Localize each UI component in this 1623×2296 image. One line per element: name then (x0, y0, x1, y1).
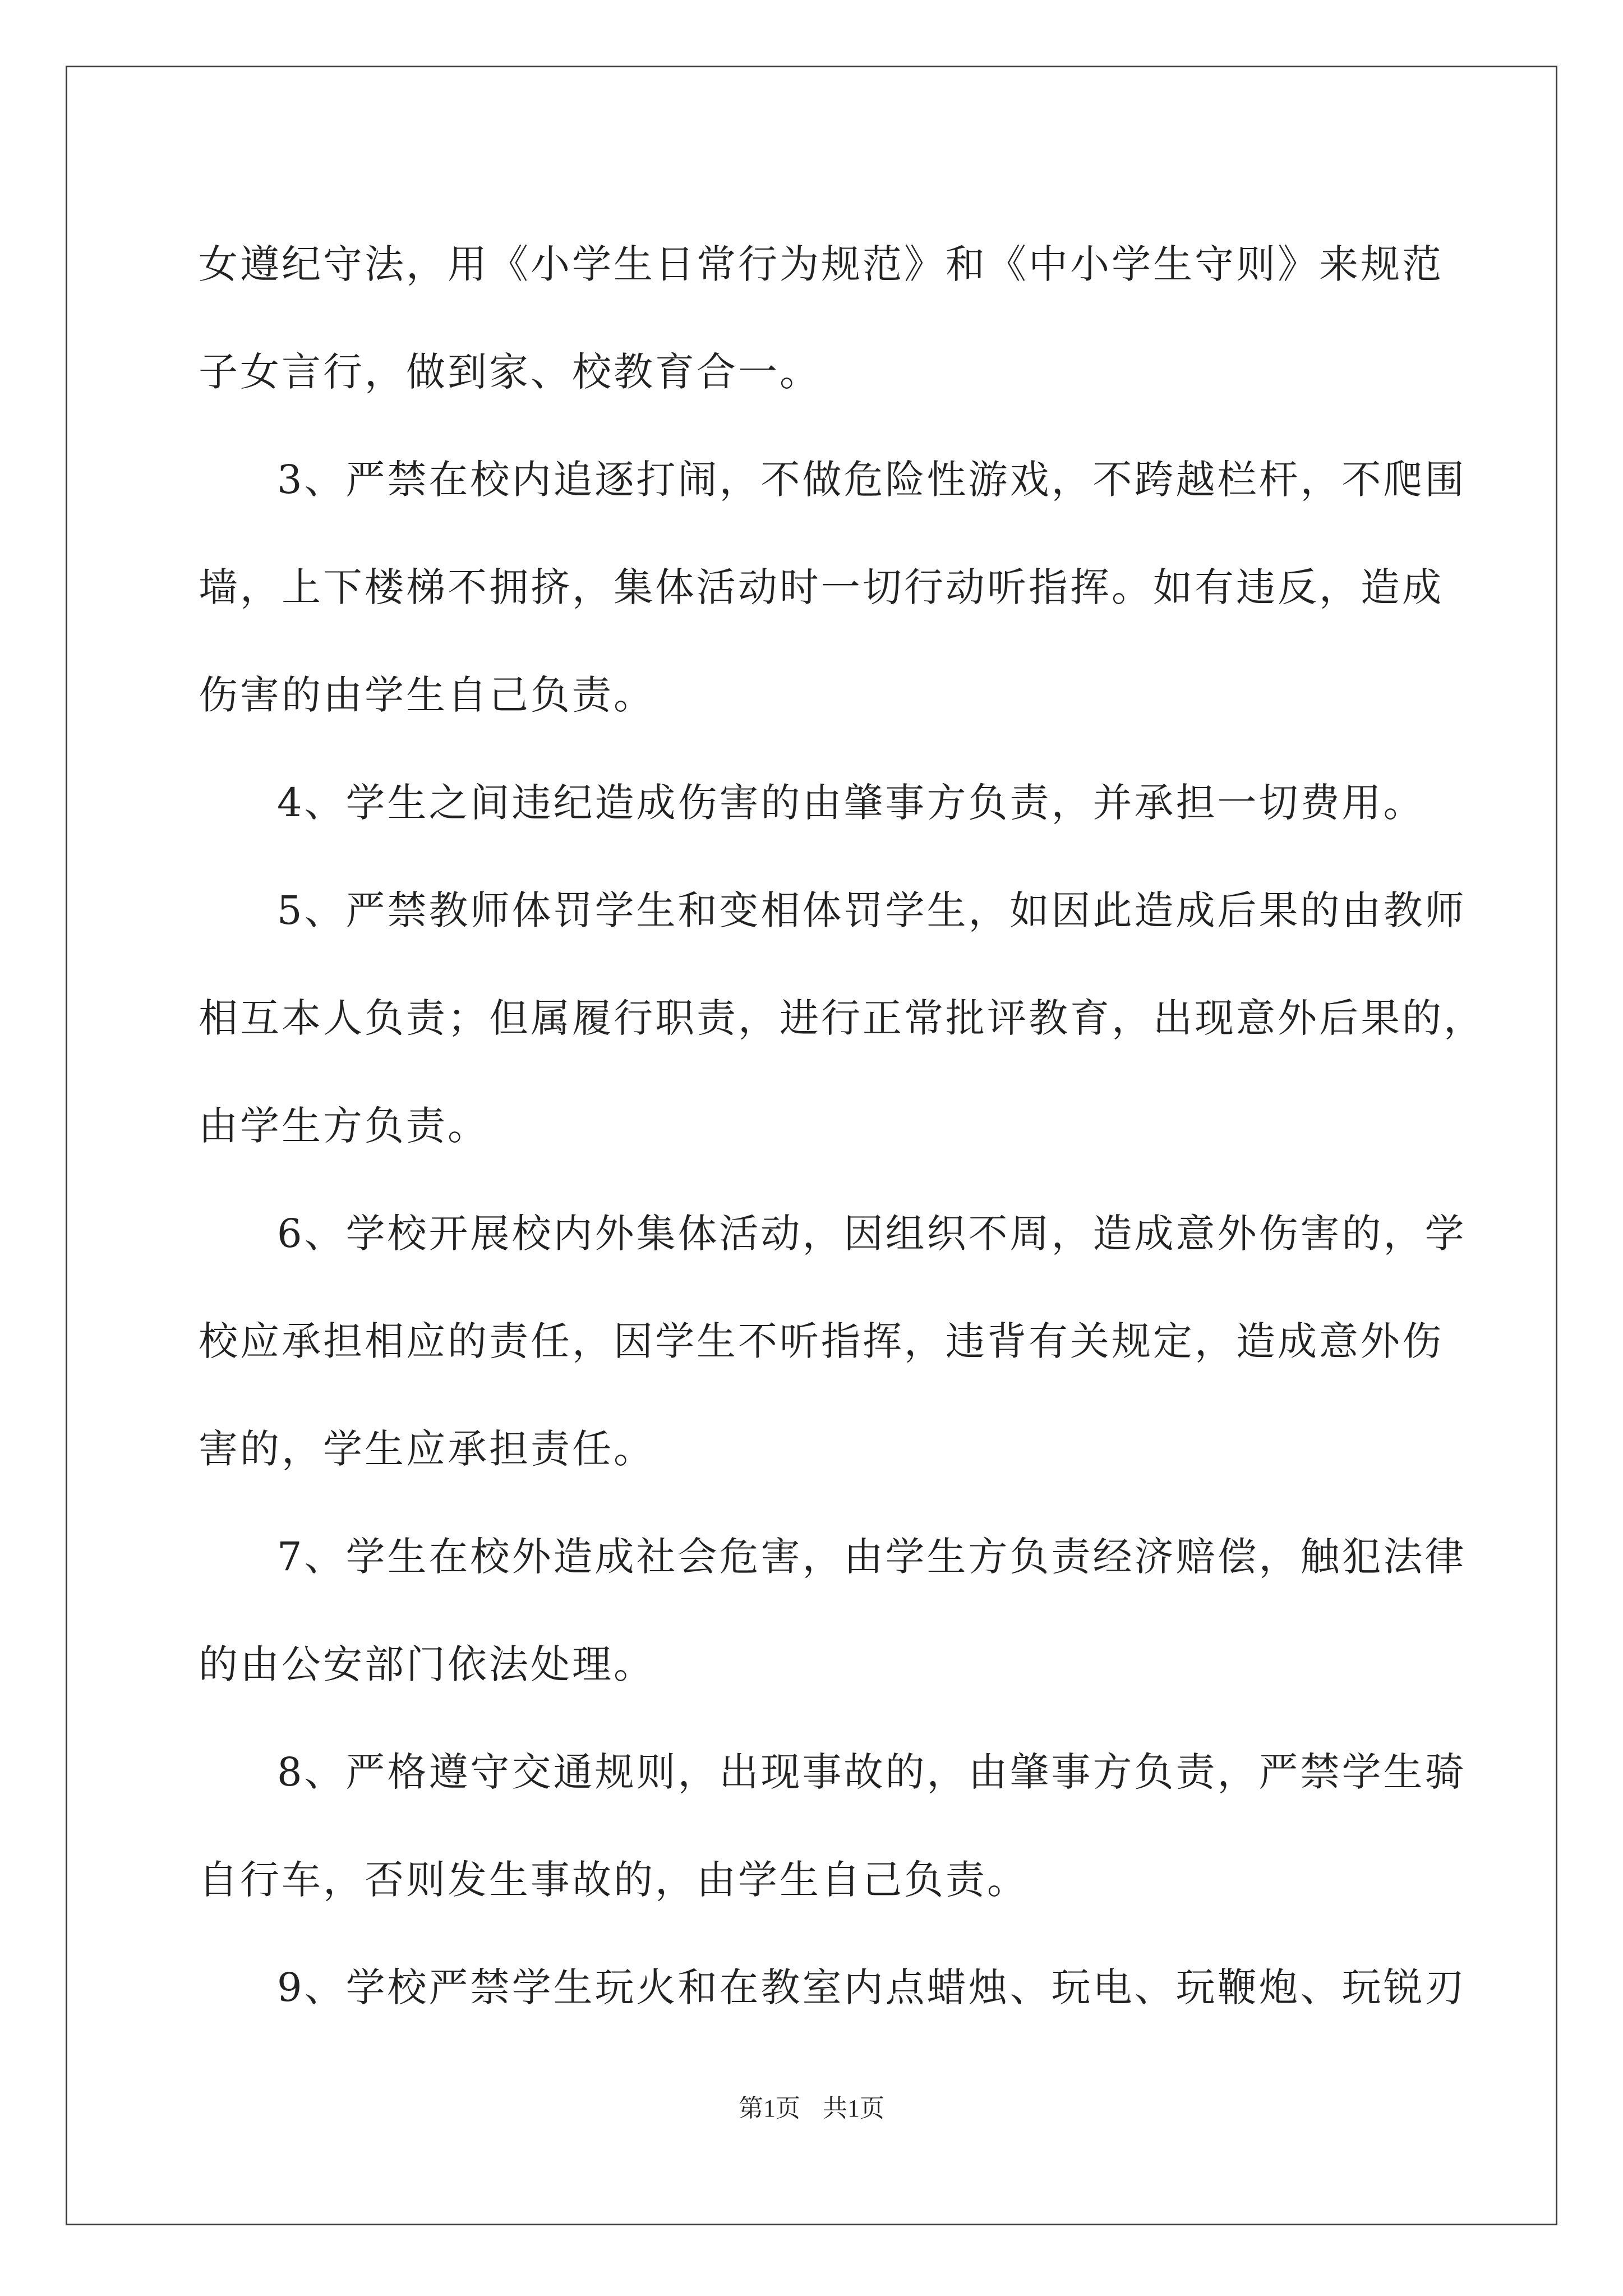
text-line: 由学生方负责。 (199, 1103, 489, 1149)
text-line: 校应承担相应的责任，因学生不听指挥，违背有关规定，造成意外伤 (199, 1318, 1444, 1364)
text-line: 8、严格遵守交通规则，出现事故的，由肇事方负责，严禁学生骑 (277, 1749, 1467, 1795)
text-line: 5、严禁教师体罚学生和变相体罚学生，如因此造成后果的由教师 (277, 887, 1467, 933)
paragraph-item-9 (199, 1934, 1466, 2041)
text-line: 3、严禁在校内追逐打闹，不做危险性游戏，不跨越栏杆，不爬围 (277, 457, 1467, 503)
text-line: 伤害的由学生自己负责。 (199, 672, 655, 718)
text-line: 4、学生之间违纪造成伤害的由肇事方负责，并承担一切费用。 (277, 780, 1425, 826)
text-line: 自行车，否则发生事故的，由学生自己负责。 (199, 1857, 1029, 1903)
paragraph-item-7 (199, 1503, 1466, 1718)
document-body (199, 210, 1485, 2041)
text-line: 的由公安部门依法处理。 (199, 1641, 655, 1687)
text-line: 子女言行，做到家、校教育合一。 (199, 349, 821, 395)
paragraph-item-3 (199, 426, 1466, 749)
paragraph-item-4 (199, 749, 1466, 857)
page-total: 共1页 (823, 2095, 884, 2122)
paragraph-item-6 (199, 1180, 1466, 1503)
text-line: 9、学校严禁学生玩火和在教室内点蜡烛、玩电、玩鞭炮、玩锐刃 (277, 1964, 1467, 2010)
text-line: 女遵纪守法，用《小学生日常行为规范》和《中小学生守则》来规范 (199, 241, 1444, 287)
paragraph-continuation (199, 210, 1466, 426)
page-number: 第1页 (739, 2095, 800, 2122)
text-line: 害的，学生应承担责任。 (199, 1426, 655, 1472)
page-footer (0, 2088, 1623, 2124)
text-line: 7、学生在校外造成社会危害，由学生方负责经济赔偿，触犯法律 (277, 1534, 1467, 1580)
text-line: 6、学校开展校内外集体活动，因组织不周，造成意外伤害的，学 (277, 1211, 1467, 1257)
text-line: 墙，上下楼梯不拥挤，集体活动时一切行动听指挥。如有违反，造成 (199, 564, 1444, 610)
paragraph-item-5 (199, 857, 1485, 1180)
text-line: 相互本人负责；但属履行职责，进行正常批评教育，出现意外后果的， (199, 995, 1485, 1041)
paragraph-item-8 (199, 1718, 1466, 1934)
